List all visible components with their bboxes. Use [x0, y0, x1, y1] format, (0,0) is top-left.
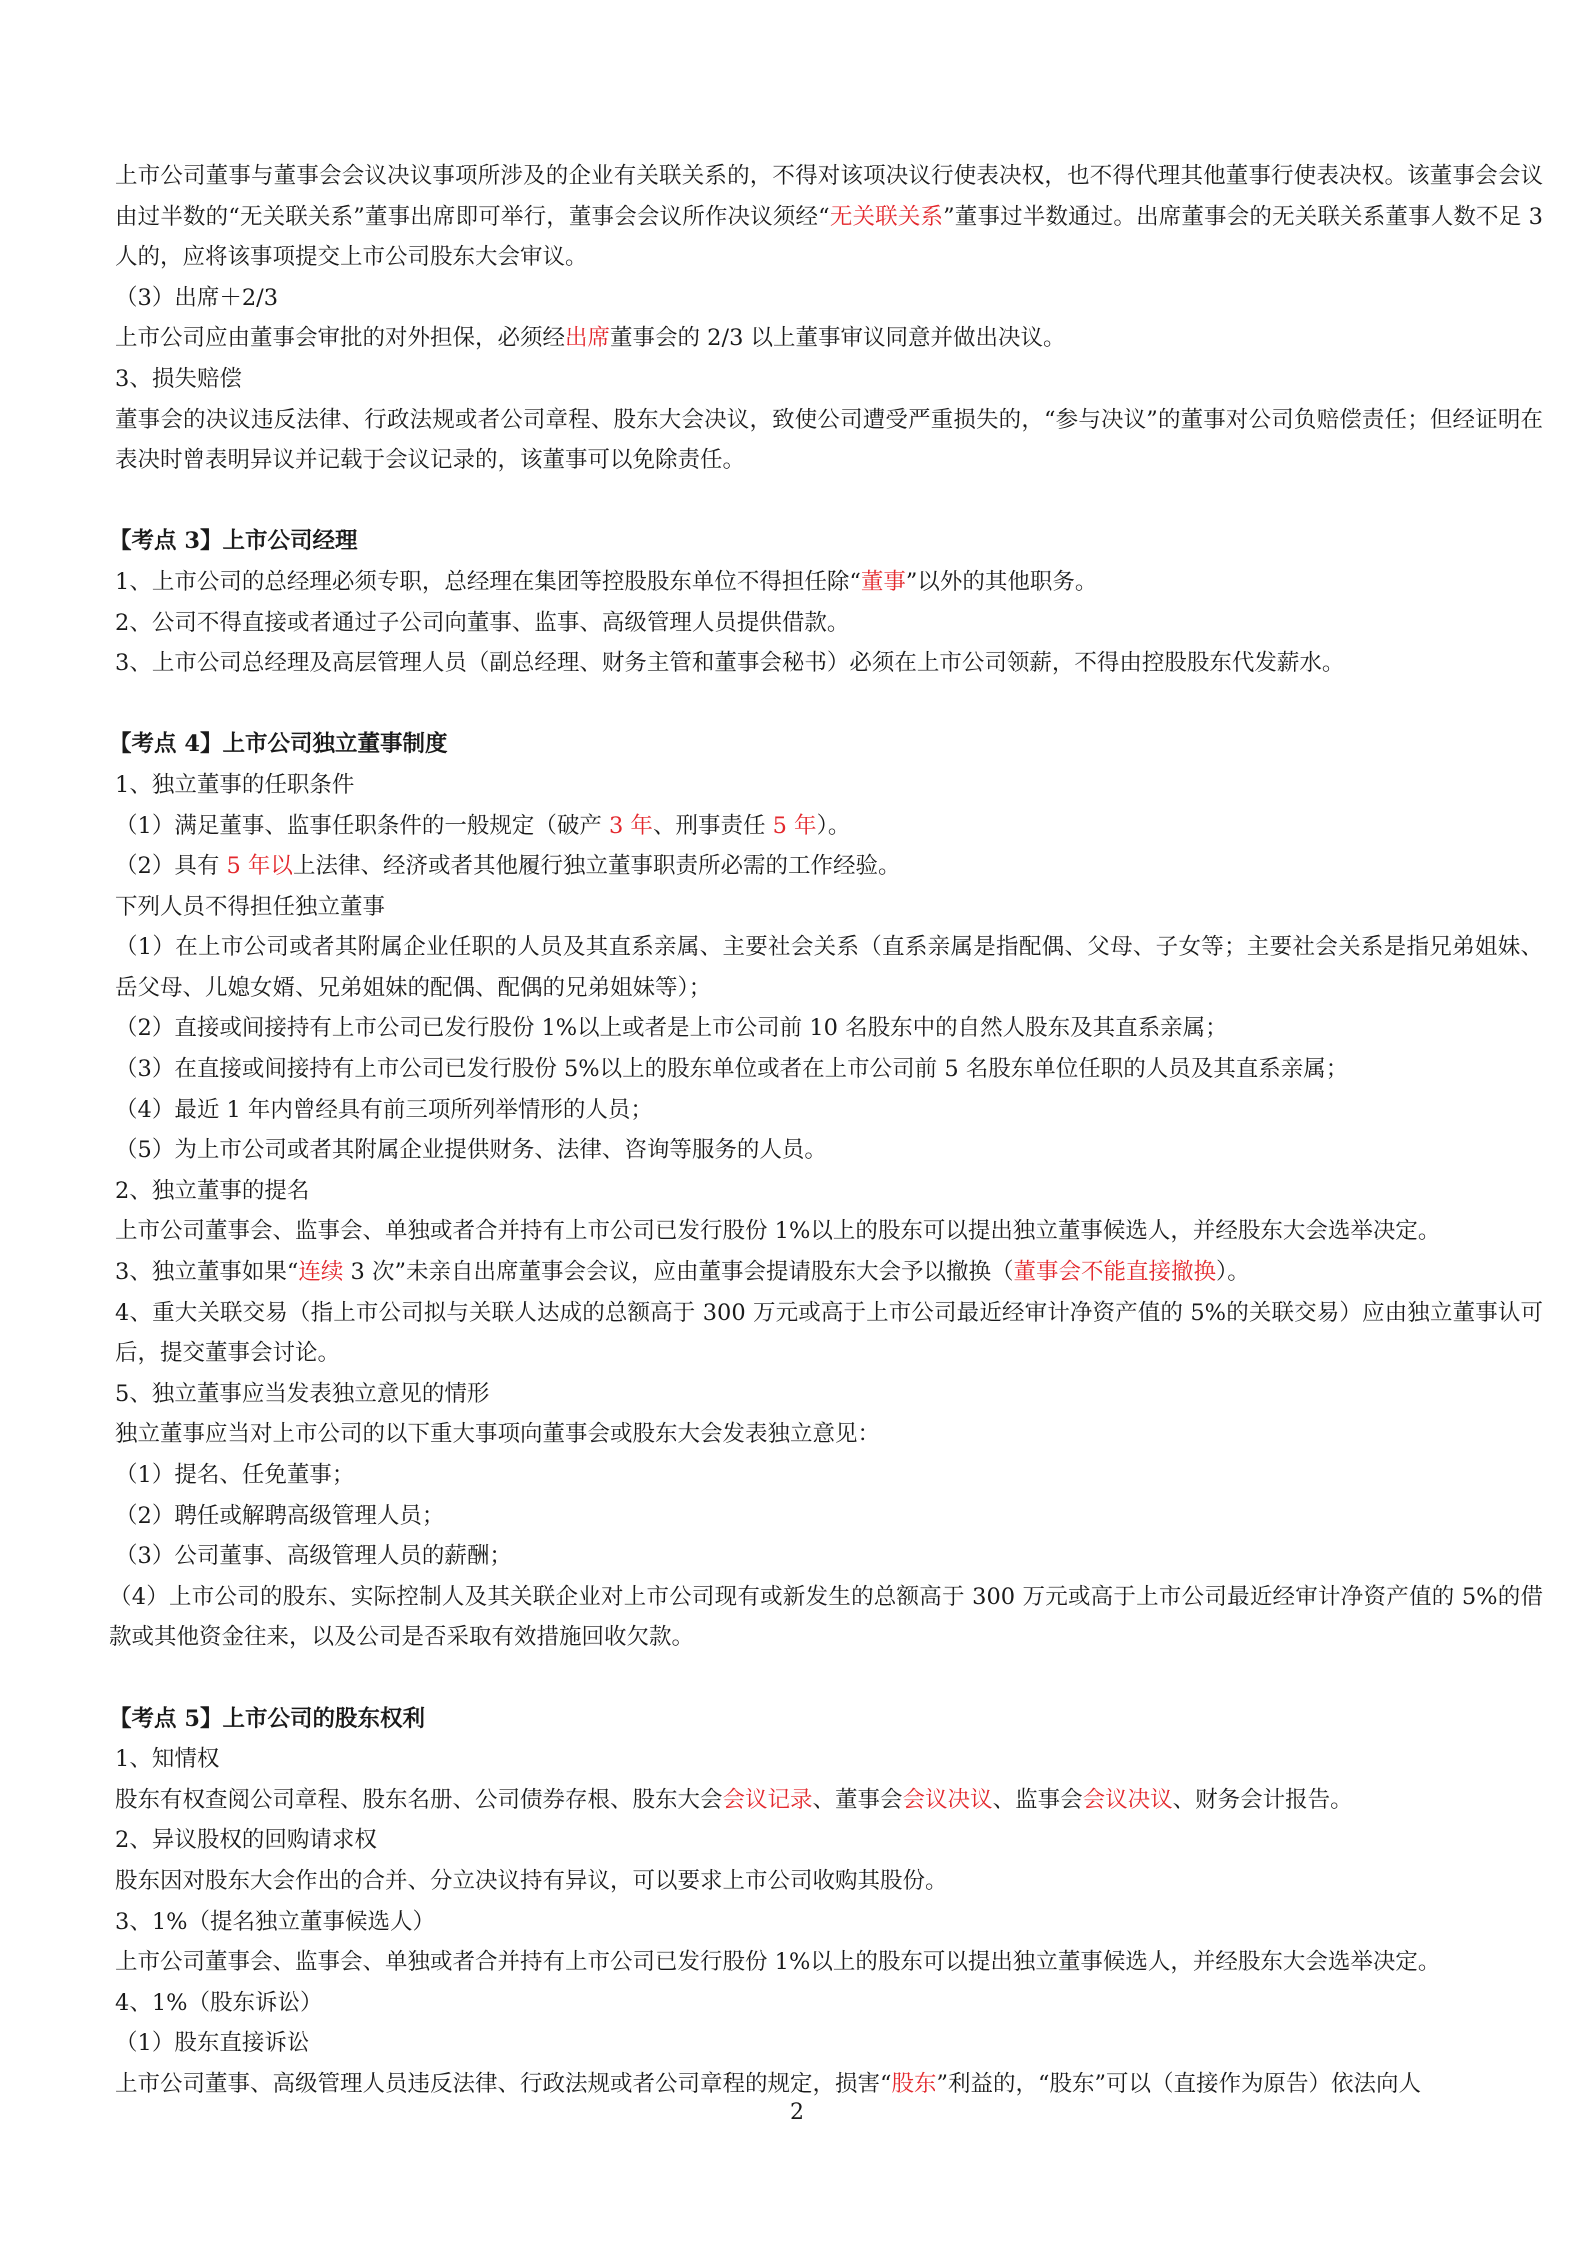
blank-line: [115, 684, 1543, 725]
text-segment: 独立董事应当对上市公司的以下重大事项向董事会或股东大会发表独立意见：: [115, 1421, 881, 1448]
blank-line: [115, 481, 1543, 522]
paragraph: [115, 1861, 1543, 1902]
paragraph: [115, 1130, 1543, 1171]
highlighted-text: 董事会不能直接撤换: [1013, 1259, 1216, 1286]
highlighted-text: 出席: [565, 325, 611, 352]
paragraph: [115, 1780, 1543, 1821]
text-segment: ”利益的，“股东”可以（直接作为原告）依法向人: [936, 2070, 1422, 2097]
paragraph: [115, 400, 1543, 481]
text-segment: 、刑事责任: [652, 812, 773, 839]
text-segment: 3、上市公司总经理及高层管理人员（副总经理、财务主管和董事会秘书）必须在上市公司领薪，不得由控股股东代发薪水。: [115, 650, 1345, 677]
text-segment: 3、损失赔偿: [115, 365, 242, 392]
paragraph: [115, 156, 1543, 278]
text-segment: 下列人员不得担任独立董事: [115, 893, 386, 920]
text-segment: 5、独立董事应当发表独立意见的情形: [115, 1380, 490, 1407]
text-segment: 上市公司董事与董事会会议决议事项所涉及的企业有关联关系的，不得对该项决议行使表决权，也不得代理其他董事行使表决权。该董事会会议由过半数的“无关联关系”董事出席即可举行，董事会会议所作决议须经“: [115, 163, 1543, 230]
text-segment: ）。: [1215, 1259, 1250, 1286]
text-segment: （4）最近 1 年内曾经具有前三项所列举情形的人员；: [115, 1096, 653, 1123]
text-segment: 4、重大关联交易（指上市公司拟与关联人达成的总额高于 300 万元或高于上市公司最近经审计净资产值的 5%的关联交易）应由独立董事认可后，提交董事会讨论。: [115, 1299, 1543, 1367]
text-segment: 3 次”未亲自出席董事会会议，应由董事会提请股东大会予以撤换（: [343, 1259, 1014, 1286]
text-segment: 董事会的决议违反法律、行政法规或者公司章程、股东大会决议，致使公司遭受严重损失的，“参与决议”的董事对公司负赔偿责任；但经证明在表决时曾表明异议并记载于会议记录的，该董事可以免除责任。: [115, 406, 1543, 474]
paragraph: [115, 1942, 1543, 1983]
paragraph: [115, 1008, 1543, 1049]
text-segment: （3）公司董事、高级管理人员的薪酬；: [115, 1543, 512, 1570]
text-segment: （1）股东直接诉讼: [115, 2030, 310, 2057]
text-segment: ”董事过半数通过。出席董事会的无关联关系董事人数不足 3 人的，应将该事项提交上市公司股东大会审议。: [115, 203, 1543, 271]
highlighted-text: 会议记录: [722, 1786, 813, 1813]
paragraph: [115, 603, 1543, 644]
highlighted-text: 董事: [860, 568, 906, 595]
paragraph: [109, 1577, 1543, 1658]
text-segment: （2）直接或间接持有上市公司已发行股份 1%以上或者是上市公司前 10 名股东中的自然人股东及其直系亲属；: [115, 1015, 1228, 1042]
paragraph: [115, 1739, 1543, 1780]
paragraph: [115, 1090, 1543, 1131]
text-segment: （5）为上市公司或者其附属企业提供财务、法律、咨询等服务的人员。: [115, 1137, 827, 1164]
text-segment: （4）上市公司的股东、实际控制人及其关联企业对上市公司现有或新发生的总额高于 300 万元或高于上市公司最近经审计净资产值的 5%的借款或其他资金往来，以及公司是否采取有效措施回收欠款。: [109, 1583, 1543, 1651]
paragraph: [115, 1455, 1543, 1496]
text-segment: 1、上市公司的总经理必须专职，总经理在集团等控股股东单位不得担任除“: [115, 568, 861, 595]
paragraph: [115, 1536, 1543, 1577]
highlighted-text: 连续: [298, 1259, 344, 1286]
paragraph: [115, 1171, 1543, 1212]
text-segment: （2）具有: [115, 853, 227, 880]
text-segment: （3）在直接或间接持有上市公司已发行股份 5%以上的股东单位或者在上市公司前 5 名股东单位任职的人员及其直系亲属；: [115, 1056, 1349, 1083]
paragraph: [115, 1820, 1543, 1861]
text-segment: 上法律、经济或者其他履行独立董事职责所必需的工作经验。: [292, 853, 901, 880]
blank-line: [115, 1658, 1543, 1699]
paragraph: [115, 806, 1543, 847]
section-heading: [109, 724, 1543, 765]
paragraph: [115, 1902, 1543, 1943]
paragraph: [115, 846, 1543, 887]
paragraph: [115, 927, 1543, 1008]
paragraph: [115, 2064, 1543, 2105]
text-segment: 4、1%（股东诉讼）: [115, 1989, 323, 2016]
text-segment: 、财务会计报告。: [1172, 1786, 1353, 1813]
highlighted-text: 5 年: [772, 812, 817, 839]
paragraph: [115, 1252, 1543, 1293]
paragraph: [115, 318, 1543, 359]
highlighted-text: 3 年: [608, 812, 653, 839]
paragraph: [115, 1983, 1543, 2024]
text-segment: 3、独立董事如果“: [115, 1259, 299, 1286]
paragraph: [115, 765, 1543, 806]
text-segment: （1）提名、任免董事；: [115, 1462, 355, 1488]
paragraph: [115, 278, 1543, 319]
document-body: [109, 156, 1543, 2105]
text-segment: （3）出席＋2/3: [115, 284, 279, 311]
paragraph: [115, 1414, 1543, 1455]
text-segment: ”以外的其他职务。: [905, 568, 1098, 595]
paragraph: [115, 2023, 1543, 2064]
text-segment: 股东有权查阅公司章程、股东名册、公司债券存根、股东大会: [115, 1786, 723, 1813]
paragraph: [115, 359, 1543, 400]
text-segment: 3、1%（提名独立董事候选人）: [115, 1908, 436, 1935]
paragraph: [115, 887, 1543, 928]
text-segment: 1、知情权: [115, 1746, 220, 1773]
section-heading: [109, 521, 1543, 562]
paragraph: [115, 562, 1543, 603]
highlighted-text: 5 年以: [226, 853, 293, 880]
section-heading: [109, 1699, 1543, 1740]
page-number: 2: [790, 2100, 804, 2125]
text-segment: （2）聘任或解聘高级管理人员；: [115, 1502, 445, 1529]
text-segment: （1）满足董事、监事任职条件的一般规定（破产: [115, 812, 609, 839]
text-segment: ）。: [816, 812, 851, 839]
text-segment: （1）在上市公司或者其附属企业任职的人员及其直系亲属、主要社会关系（直系亲属是指配偶、父母、子女等；主要社会关系是指兄弟姐妹、岳父母、儿媳女婿、兄弟姐妹的配偶、配偶的兄弟姐妹等）；: [115, 934, 1543, 1001]
paragraph: [115, 1496, 1543, 1537]
highlighted-text: 无关联关系: [829, 203, 944, 230]
text-segment: 2、异议股权的回购请求权: [115, 1827, 377, 1854]
highlighted-text: 会议决议: [902, 1786, 993, 1813]
text-segment: 【考点 5】上市公司的股东权利: [109, 1705, 425, 1732]
paragraph: [115, 1211, 1543, 1252]
text-segment: 2、独立董事的提名: [115, 1177, 310, 1204]
text-segment: 、董事会: [812, 1786, 903, 1813]
text-segment: 【考点 3】上市公司经理: [109, 528, 358, 555]
text-segment: 【考点 4】上市公司独立董事制度: [109, 731, 448, 758]
paragraph: [115, 1049, 1543, 1090]
text-segment: 上市公司董事会、监事会、单独或者合并持有上市公司已发行股份 1%以上的股东可以提出独立董事候选人，并经股东大会选举决定。: [115, 1949, 1441, 1976]
highlighted-text: 股东: [891, 2070, 937, 2097]
highlighted-text: 会议决议: [1082, 1786, 1173, 1813]
text-segment: 1、独立董事的任职条件: [115, 771, 355, 798]
text-segment: 董事会的 2/3 以上董事审议同意并做出决议。: [610, 325, 1066, 352]
paragraph: [115, 1374, 1543, 1415]
text-segment: 股东因对股东大会作出的合并、分立决议持有异议，可以要求上市公司收购其股份。: [115, 1867, 948, 1894]
text-segment: 、监事会: [992, 1786, 1083, 1813]
text-segment: 上市公司应由董事会审批的对外担保，必须经: [115, 325, 566, 352]
text-segment: 2、公司不得直接或者通过子公司向董事、监事、高级管理人员提供借款。: [115, 609, 850, 636]
text-segment: 上市公司董事会、监事会、单独或者合并持有上市公司已发行股份 1%以上的股东可以提出独立董事候选人，并经股东大会选举决定。: [115, 1218, 1441, 1245]
paragraph: [115, 643, 1543, 684]
paragraph: [115, 1293, 1543, 1374]
text-segment: 上市公司董事、高级管理人员违反法律、行政法规或者公司章程的规定，损害“: [115, 2070, 892, 2097]
